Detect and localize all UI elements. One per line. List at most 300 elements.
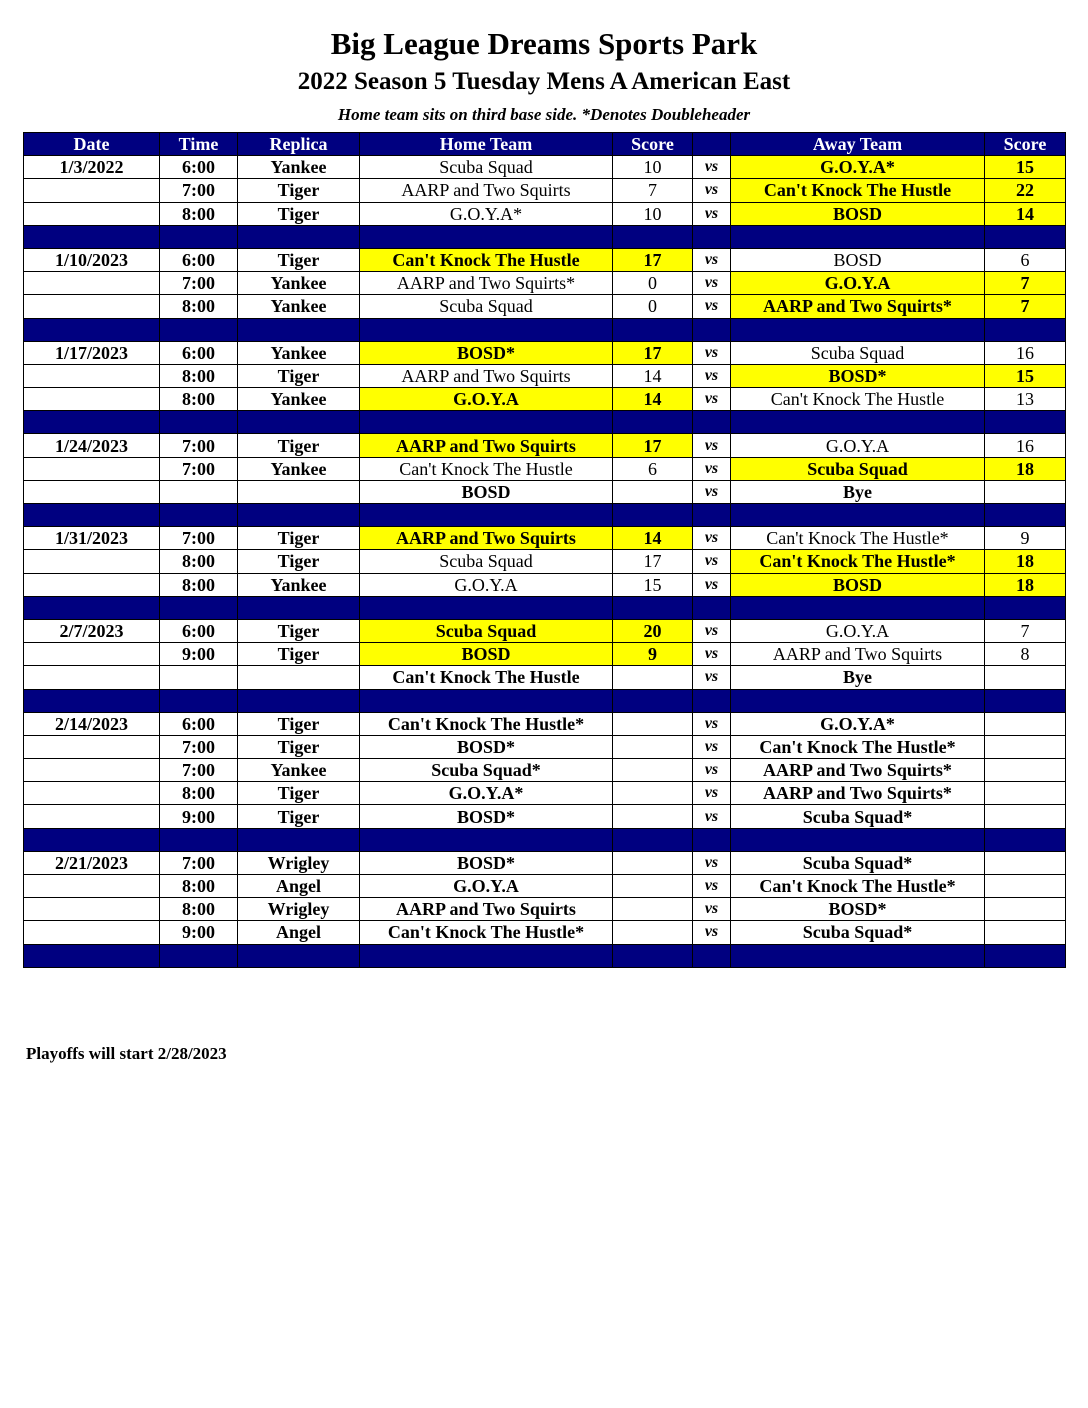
away-score: 22 <box>985 179 1066 202</box>
vs-label: vs <box>693 457 731 480</box>
game-replica: Yankee <box>238 272 360 295</box>
game-replica: Yankee <box>238 573 360 596</box>
home-team: Can't Knock The Hustle <box>360 457 613 480</box>
home-team: Scuba Squad <box>360 156 613 179</box>
separator-cell <box>985 596 1066 619</box>
away-team: BOSD* <box>731 364 985 387</box>
away-team: Can't Knock The Hustle* <box>731 527 985 550</box>
away-team: Scuba Squad <box>731 341 985 364</box>
col-header-vs <box>693 133 731 156</box>
game-row <box>24 643 1066 666</box>
game-date <box>24 295 160 318</box>
away-team: G.O.Y.A* <box>731 712 985 735</box>
away-score: 15 <box>985 364 1066 387</box>
game-replica: Tiger <box>238 550 360 573</box>
separator-cell <box>238 596 360 619</box>
home-team: G.O.Y.A <box>360 388 613 411</box>
page-title: Big League Dreams Sports Park <box>330 26 758 61</box>
away-score: 8 <box>985 643 1066 666</box>
away-score: 7 <box>985 619 1066 642</box>
game-date: 2/14/2023 <box>24 712 160 735</box>
vs-label: vs <box>693 712 731 735</box>
game-replica: Tiger <box>238 248 360 271</box>
home-score: 14 <box>613 527 693 550</box>
home-team: BOSD* <box>360 735 613 758</box>
game-replica: Yankee <box>238 156 360 179</box>
game-time: 7:00 <box>160 457 238 480</box>
game-date: 1/24/2023 <box>24 434 160 457</box>
game-date <box>24 735 160 758</box>
away-team: Can't Knock The Hustle* <box>731 550 985 573</box>
separator-cell <box>613 689 693 712</box>
vs-label: vs <box>693 875 731 898</box>
vs-label: vs <box>693 388 731 411</box>
game-time: 6:00 <box>160 341 238 364</box>
game-row <box>24 550 1066 573</box>
game-replica: Tiger <box>238 712 360 735</box>
separator-cell <box>160 318 238 341</box>
game-replica <box>238 666 360 689</box>
away-team: G.O.Y.A <box>731 434 985 457</box>
game-date: 1/3/2022 <box>24 156 160 179</box>
separator-cell <box>613 944 693 967</box>
game-row <box>24 782 1066 805</box>
game-time: 7:00 <box>160 851 238 874</box>
home-score <box>613 921 693 944</box>
game-date <box>24 457 160 480</box>
week-separator-row <box>24 504 1066 527</box>
home-score <box>613 805 693 828</box>
separator-cell <box>985 944 1066 967</box>
week-separator-row <box>24 411 1066 434</box>
game-date <box>24 573 160 596</box>
away-team: Can't Knock The Hustle* <box>731 735 985 758</box>
game-date: 2/21/2023 <box>24 851 160 874</box>
away-team: AARP and Two Squirts* <box>731 295 985 318</box>
home-score <box>613 480 693 503</box>
game-time: 7:00 <box>160 759 238 782</box>
home-team: BOSD <box>360 643 613 666</box>
away-team: Bye <box>731 480 985 503</box>
game-date <box>24 202 160 225</box>
home-team: Scuba Squad <box>360 550 613 573</box>
game-time: 9:00 <box>160 805 238 828</box>
home-team: Can't Knock The Hustle <box>360 666 613 689</box>
away-team: AARP and Two Squirts* <box>731 759 985 782</box>
vs-label: vs <box>693 619 731 642</box>
schedule-table <box>23 132 1066 968</box>
game-row <box>24 619 1066 642</box>
vs-label: vs <box>693 573 731 596</box>
separator-cell <box>360 225 613 248</box>
away-score: 9 <box>985 527 1066 550</box>
separator-cell <box>693 944 731 967</box>
away-score <box>985 875 1066 898</box>
game-replica: Yankee <box>238 759 360 782</box>
game-row <box>24 295 1066 318</box>
game-date <box>24 388 160 411</box>
away-team: Can't Knock The Hustle <box>731 388 985 411</box>
separator-cell <box>160 689 238 712</box>
separator-cell <box>360 944 613 967</box>
game-time: 6:00 <box>160 156 238 179</box>
game-time: 8:00 <box>160 782 238 805</box>
vs-label: vs <box>693 341 731 364</box>
game-time: 6:00 <box>160 712 238 735</box>
game-replica: Yankee <box>238 341 360 364</box>
game-row <box>24 480 1066 503</box>
game-row <box>24 921 1066 944</box>
game-replica: Tiger <box>238 527 360 550</box>
game-row <box>24 712 1066 735</box>
game-row <box>24 364 1066 387</box>
game-replica: Wrigley <box>238 898 360 921</box>
game-date: 1/10/2023 <box>24 248 160 271</box>
game-time: 8:00 <box>160 388 238 411</box>
game-replica: Wrigley <box>238 851 360 874</box>
separator-cell <box>238 689 360 712</box>
game-replica <box>238 480 360 503</box>
game-time: 7:00 <box>160 527 238 550</box>
header-row <box>24 133 1066 156</box>
home-score: 14 <box>613 388 693 411</box>
game-time: 7:00 <box>160 735 238 758</box>
away-score: 18 <box>985 550 1066 573</box>
home-score: 0 <box>613 295 693 318</box>
col-header-away-score: Score <box>985 133 1066 156</box>
home-score: 20 <box>613 619 693 642</box>
away-score <box>985 851 1066 874</box>
home-team: BOSD* <box>360 851 613 874</box>
away-team: Can't Knock The Hustle* <box>731 875 985 898</box>
away-team: AARP and Two Squirts <box>731 643 985 666</box>
separator-cell <box>238 318 360 341</box>
separator-cell <box>613 411 693 434</box>
game-time: 8:00 <box>160 898 238 921</box>
game-date <box>24 898 160 921</box>
game-row <box>24 457 1066 480</box>
week-separator-row <box>24 596 1066 619</box>
away-team: BOSD* <box>731 898 985 921</box>
separator-cell <box>24 504 160 527</box>
game-row <box>24 898 1066 921</box>
away-team: BOSD <box>731 202 985 225</box>
separator-cell <box>693 318 731 341</box>
home-team: Scuba Squad <box>360 619 613 642</box>
game-row <box>24 805 1066 828</box>
separator-cell <box>160 504 238 527</box>
home-score: 14 <box>613 364 693 387</box>
home-team: AARP and Two Squirts <box>360 179 613 202</box>
vs-label: vs <box>693 156 731 179</box>
home-score <box>613 898 693 921</box>
away-score <box>985 759 1066 782</box>
away-score <box>985 898 1066 921</box>
col-header-home-score: Score <box>613 133 693 156</box>
away-score <box>985 712 1066 735</box>
away-team: G.O.Y.A <box>731 272 985 295</box>
home-score <box>613 735 693 758</box>
separator-cell <box>24 318 160 341</box>
game-date: 1/31/2023 <box>24 527 160 550</box>
game-date: 1/17/2023 <box>24 341 160 364</box>
home-team: AARP and Two Squirts <box>360 434 613 457</box>
separator-cell <box>160 225 238 248</box>
vs-label: vs <box>693 480 731 503</box>
away-team: G.O.Y.A <box>731 619 985 642</box>
away-score: 18 <box>985 457 1066 480</box>
game-date <box>24 782 160 805</box>
separator-cell <box>985 689 1066 712</box>
away-score <box>985 782 1066 805</box>
game-row <box>24 666 1066 689</box>
home-score: 17 <box>613 341 693 364</box>
away-team: BOSD <box>731 248 985 271</box>
game-time: 7:00 <box>160 272 238 295</box>
away-team: Scuba Squad <box>731 457 985 480</box>
week-separator-row <box>24 225 1066 248</box>
game-replica: Angel <box>238 921 360 944</box>
game-replica: Tiger <box>238 782 360 805</box>
separator-cell <box>238 828 360 851</box>
away-score <box>985 735 1066 758</box>
separator-cell <box>985 225 1066 248</box>
away-score: 15 <box>985 156 1066 179</box>
vs-label: vs <box>693 643 731 666</box>
game-replica: Tiger <box>238 434 360 457</box>
game-row <box>24 851 1066 874</box>
away-score <box>985 921 1066 944</box>
vs-label: vs <box>693 921 731 944</box>
game-date <box>24 666 160 689</box>
vs-label: vs <box>693 805 731 828</box>
game-time <box>160 480 238 503</box>
home-score: 15 <box>613 573 693 596</box>
home-score: 0 <box>613 272 693 295</box>
separator-cell <box>160 944 238 967</box>
home-team: Can't Knock The Hustle <box>360 248 613 271</box>
away-score: 18 <box>985 573 1066 596</box>
game-row <box>24 248 1066 271</box>
separator-cell <box>238 225 360 248</box>
game-time: 6:00 <box>160 619 238 642</box>
week-separator-row <box>24 828 1066 851</box>
away-score <box>985 666 1066 689</box>
away-team: Can't Knock The Hustle <box>731 179 985 202</box>
week-separator-row <box>24 944 1066 967</box>
home-team: AARP and Two Squirts <box>360 364 613 387</box>
away-score: 16 <box>985 341 1066 364</box>
away-team: G.O.Y.A* <box>731 156 985 179</box>
separator-cell <box>24 596 160 619</box>
vs-label: vs <box>693 851 731 874</box>
vs-label: vs <box>693 550 731 573</box>
away-score: 7 <box>985 272 1066 295</box>
col-header-home-team: Home Team <box>360 133 613 156</box>
game-row <box>24 527 1066 550</box>
vs-label: vs <box>693 666 731 689</box>
game-row <box>24 202 1066 225</box>
game-time: 8:00 <box>160 875 238 898</box>
separator-cell <box>160 828 238 851</box>
game-date <box>24 921 160 944</box>
home-score: 10 <box>613 156 693 179</box>
separator-cell <box>731 318 985 341</box>
game-date <box>24 480 160 503</box>
away-score <box>985 805 1066 828</box>
game-row <box>24 179 1066 202</box>
vs-label: vs <box>693 527 731 550</box>
game-replica: Tiger <box>238 805 360 828</box>
game-time: 9:00 <box>160 921 238 944</box>
game-replica: Angel <box>238 875 360 898</box>
vs-label: vs <box>693 272 731 295</box>
separator-cell <box>693 411 731 434</box>
week-separator-row <box>24 318 1066 341</box>
separator-cell <box>985 504 1066 527</box>
vs-label: vs <box>693 782 731 805</box>
separator-cell <box>731 828 985 851</box>
separator-cell <box>238 411 360 434</box>
game-date <box>24 643 160 666</box>
game-replica: Tiger <box>238 364 360 387</box>
separator-cell <box>985 411 1066 434</box>
separator-cell <box>731 504 985 527</box>
away-team: BOSD <box>731 573 985 596</box>
home-team: BOSD* <box>360 805 613 828</box>
game-date: 2/7/2023 <box>24 619 160 642</box>
vs-label: vs <box>693 759 731 782</box>
home-score: 10 <box>613 202 693 225</box>
col-header-date: Date <box>24 133 160 156</box>
home-team: G.O.Y.A* <box>360 782 613 805</box>
playoffs-note: Playoffs will start 2/28/2023 <box>26 1044 227 1063</box>
schedule-note: Home team sits on third base side. *Denotes Doubleheader <box>337 105 751 124</box>
away-score <box>985 480 1066 503</box>
col-header-time: Time <box>160 133 238 156</box>
separator-cell <box>613 318 693 341</box>
home-score: 17 <box>613 248 693 271</box>
separator-cell <box>693 225 731 248</box>
game-time: 9:00 <box>160 643 238 666</box>
separator-cell <box>985 318 1066 341</box>
away-team: Scuba Squad* <box>731 921 985 944</box>
separator-cell <box>693 689 731 712</box>
game-time: 7:00 <box>160 434 238 457</box>
away-team: Scuba Squad* <box>731 851 985 874</box>
week-separator-row <box>24 689 1066 712</box>
game-time: 8:00 <box>160 550 238 573</box>
home-team: BOSD* <box>360 341 613 364</box>
game-replica: Yankee <box>238 457 360 480</box>
game-replica: Tiger <box>238 643 360 666</box>
game-replica: Tiger <box>238 179 360 202</box>
home-team: AARP and Two Squirts <box>360 898 613 921</box>
separator-cell <box>160 596 238 619</box>
home-score: 9 <box>613 643 693 666</box>
game-row <box>24 573 1066 596</box>
separator-cell <box>160 411 238 434</box>
home-score: 6 <box>613 457 693 480</box>
home-team: G.O.Y.A <box>360 875 613 898</box>
vs-label: vs <box>693 364 731 387</box>
home-score: 17 <box>613 550 693 573</box>
game-date <box>24 550 160 573</box>
away-team: Bye <box>731 666 985 689</box>
home-score <box>613 782 693 805</box>
separator-cell <box>693 596 731 619</box>
separator-cell <box>360 689 613 712</box>
vs-label: vs <box>693 179 731 202</box>
home-score: 7 <box>613 179 693 202</box>
game-replica: Yankee <box>238 295 360 318</box>
separator-cell <box>731 689 985 712</box>
game-date <box>24 875 160 898</box>
home-team: G.O.Y.A <box>360 573 613 596</box>
game-date <box>24 759 160 782</box>
game-time: 6:00 <box>160 248 238 271</box>
separator-cell <box>360 504 613 527</box>
separator-cell <box>360 596 613 619</box>
separator-cell <box>238 944 360 967</box>
away-team: Scuba Squad* <box>731 805 985 828</box>
separator-cell <box>731 596 985 619</box>
home-team: Can't Knock The Hustle* <box>360 712 613 735</box>
game-time <box>160 666 238 689</box>
game-date <box>24 272 160 295</box>
separator-cell <box>731 944 985 967</box>
separator-cell <box>24 411 160 434</box>
game-date <box>24 805 160 828</box>
separator-cell <box>24 225 160 248</box>
home-score: 17 <box>613 434 693 457</box>
away-score: 16 <box>985 434 1066 457</box>
game-row <box>24 759 1066 782</box>
game-row <box>24 434 1066 457</box>
game-replica: Tiger <box>238 619 360 642</box>
separator-cell <box>360 411 613 434</box>
vs-label: vs <box>693 434 731 457</box>
away-score: 6 <box>985 248 1066 271</box>
game-replica: Tiger <box>238 735 360 758</box>
game-row <box>24 272 1066 295</box>
separator-cell <box>24 944 160 967</box>
game-row <box>24 875 1066 898</box>
home-score <box>613 875 693 898</box>
separator-cell <box>613 225 693 248</box>
separator-cell <box>613 504 693 527</box>
separator-cell <box>613 596 693 619</box>
home-team: G.O.Y.A* <box>360 202 613 225</box>
separator-cell <box>360 828 613 851</box>
separator-cell <box>693 828 731 851</box>
game-row <box>24 388 1066 411</box>
separator-cell <box>693 504 731 527</box>
game-replica: Yankee <box>238 388 360 411</box>
separator-cell <box>238 504 360 527</box>
separator-cell <box>731 411 985 434</box>
game-date <box>24 179 160 202</box>
vs-label: vs <box>693 202 731 225</box>
game-time: 8:00 <box>160 295 238 318</box>
col-header-replica: Replica <box>238 133 360 156</box>
separator-cell <box>613 828 693 851</box>
game-time: 8:00 <box>160 202 238 225</box>
away-team: AARP and Two Squirts* <box>731 782 985 805</box>
separator-cell <box>731 225 985 248</box>
season-subtitle: 2022 Season 5 Tuesday Mens A American East <box>297 68 791 95</box>
home-team: AARP and Two Squirts* <box>360 272 613 295</box>
